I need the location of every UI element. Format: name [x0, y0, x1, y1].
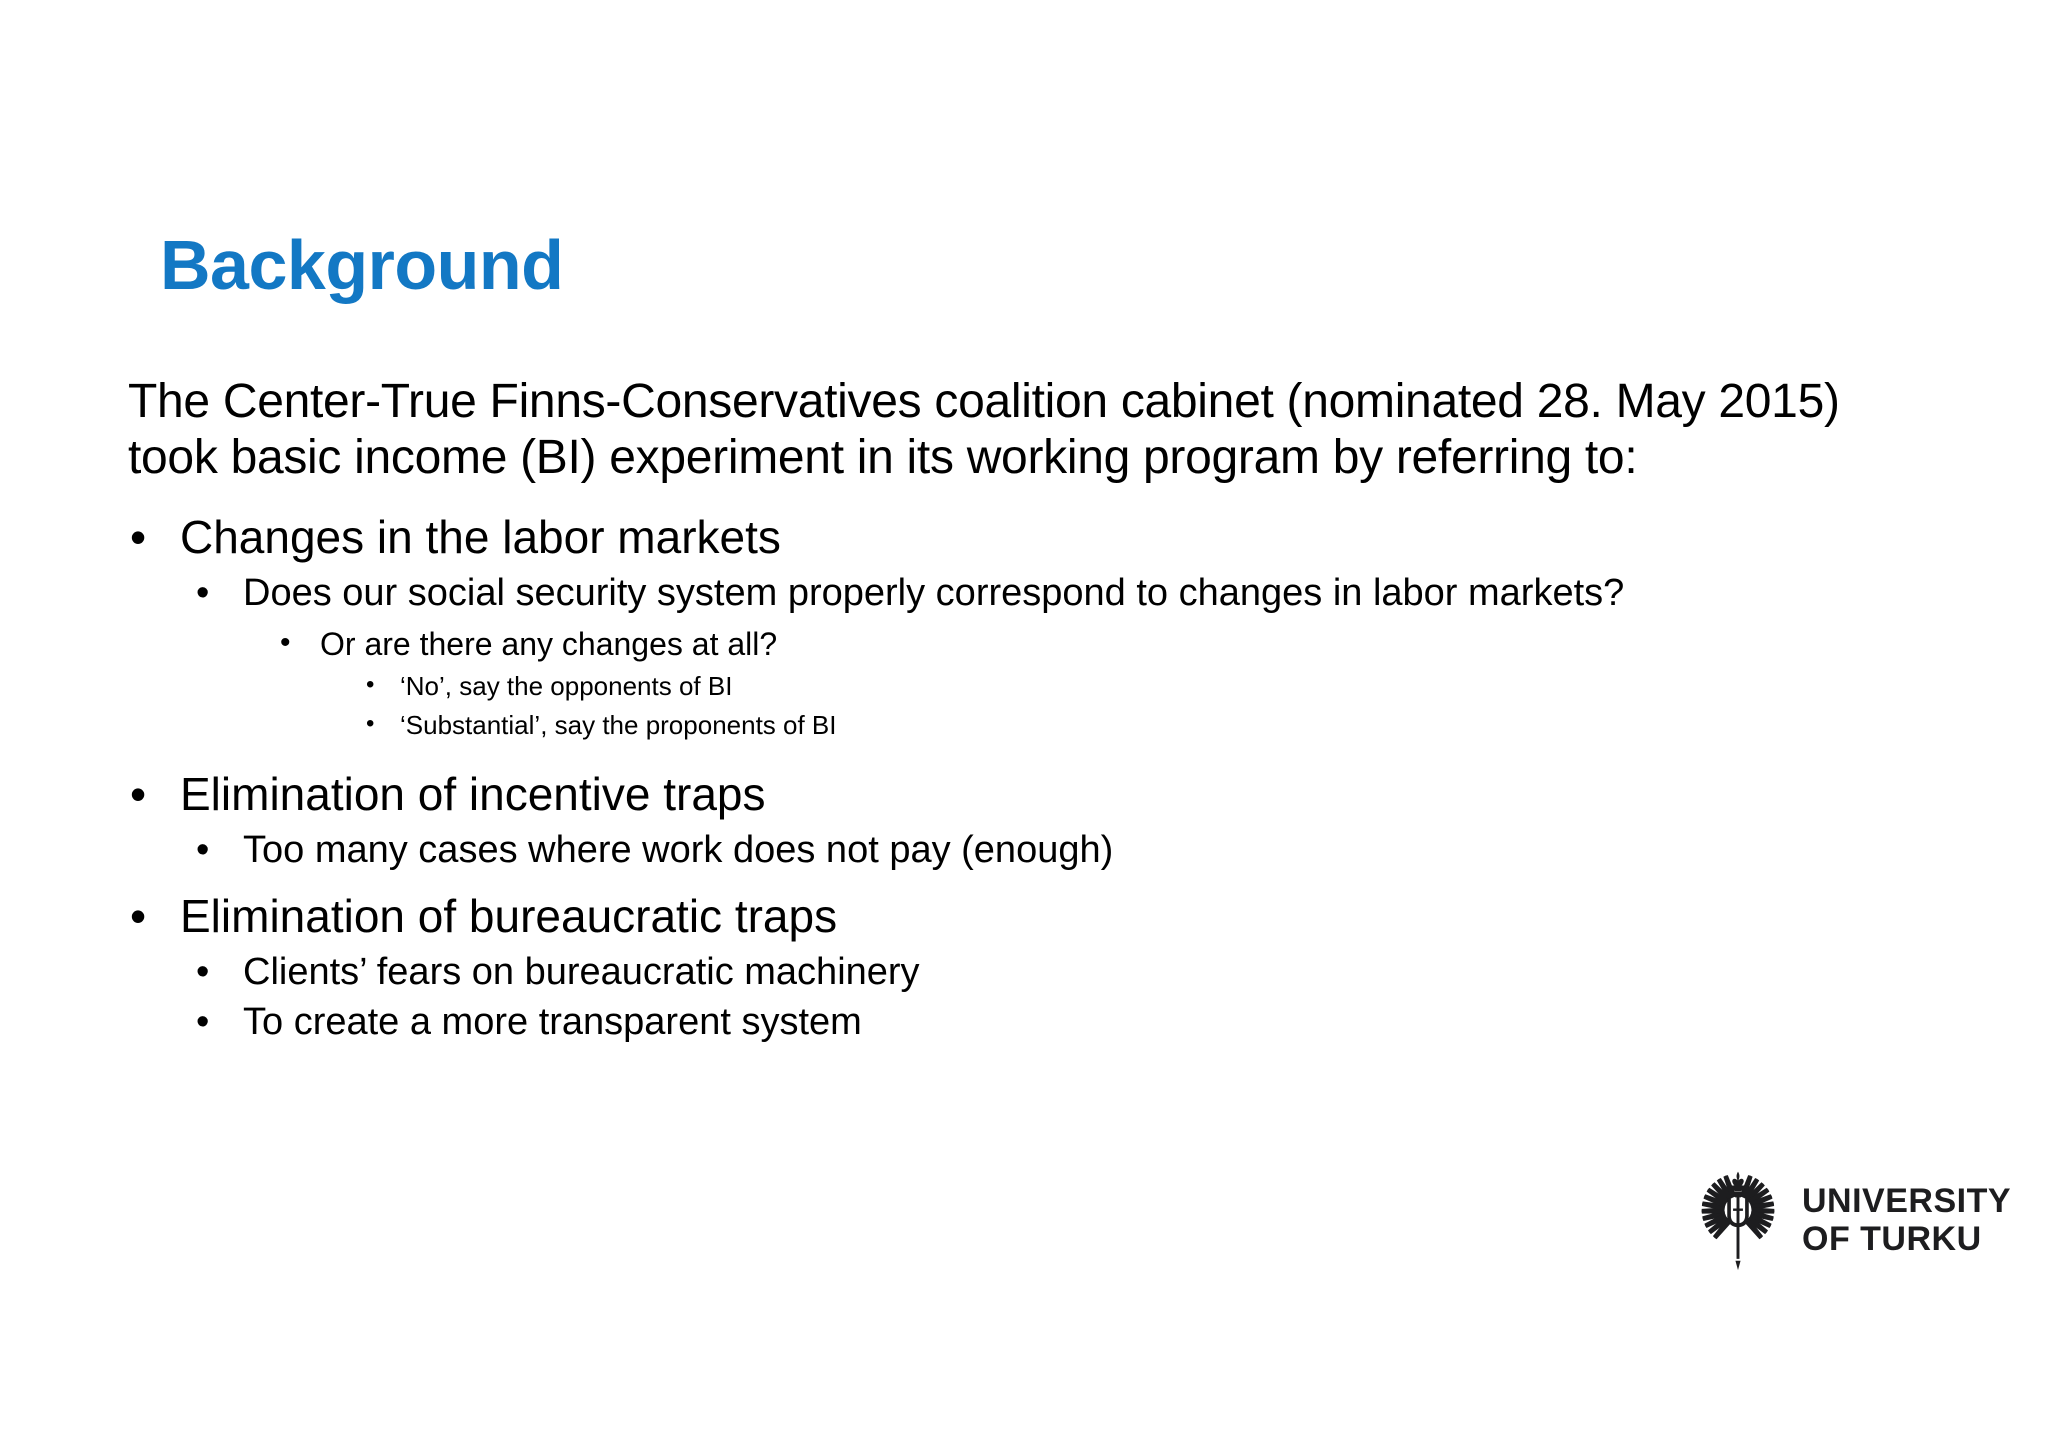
- bullet-glyph-icon: •: [196, 1000, 210, 1043]
- bullet-text: Clients’ fears on bureaucratic machinery: [243, 950, 920, 993]
- bullet-level4-no-opponents: [128, 670, 1918, 703]
- bullet-text: To create a more transparent system: [243, 1000, 862, 1043]
- bullet-level1-changes-labor-markets: [128, 511, 1918, 565]
- bullet-level2-transparent-system: [128, 1000, 1918, 1044]
- bullet-level1-elimination-bureaucratic-traps: [128, 890, 1918, 944]
- bullet-glyph-icon: •: [196, 950, 210, 993]
- logo-wordmark: [1802, 1182, 2011, 1258]
- bullet-level3-any-changes-at-all: [128, 625, 1918, 663]
- bullet-text: Too many cases where work does not pay (enough): [243, 828, 1114, 871]
- bullet-glyph-icon: •: [196, 828, 210, 871]
- bullet-text: ‘Substantial’, say the proponents of BI: [400, 709, 837, 740]
- logo-line-1: UNIVERSITY: [1802, 1181, 2012, 1220]
- bullet-glyph-icon: •: [196, 572, 210, 615]
- bullet-text: ‘No’, say the opponents of BI: [400, 670, 733, 701]
- bullet-text: Elimination of incentive traps: [180, 768, 766, 821]
- bullet-glyph-icon: •: [130, 768, 147, 821]
- bullet-glyph-icon: •: [366, 670, 375, 698]
- bullet-text: Or are there any changes at all?: [320, 626, 778, 663]
- intro-paragraph: The Center-True Finns-Conservatives coalition cabinet (nominated 28. May 2015) took basic income (BI) experiment in its working program by referring to:: [128, 375, 1840, 484]
- torch-and-rays-emblem: [1692, 1168, 1784, 1272]
- bullet-level2-work-does-not-pay: [128, 828, 1918, 872]
- page-title: Background: [160, 225, 564, 304]
- bullet-text: Changes in the labor markets: [180, 511, 781, 564]
- bullet-glyph-icon: •: [130, 511, 147, 564]
- bullet-text: Does our social security system properly correspond to changes in labor markets?: [243, 572, 1625, 615]
- bullet-glyph-icon: •: [130, 890, 147, 943]
- university-of-turku-logo: [1692, 1168, 2011, 1272]
- bullet-text: Elimination of bureaucratic traps: [180, 890, 838, 943]
- bullet-glyph-icon: •: [280, 626, 291, 660]
- logo-line-2: OF TURKU: [1802, 1220, 1982, 1258]
- bullet-level2-social-security-system: [128, 571, 1918, 615]
- bullet-level4-substantial-proponents: [128, 709, 1918, 742]
- bullet-level1-elimination-incentive-traps: [128, 768, 1918, 822]
- bullet-level2-clients-fears: [128, 950, 1918, 994]
- bullet-glyph-icon: •: [366, 709, 375, 737]
- slide-body: [128, 374, 1918, 1044]
